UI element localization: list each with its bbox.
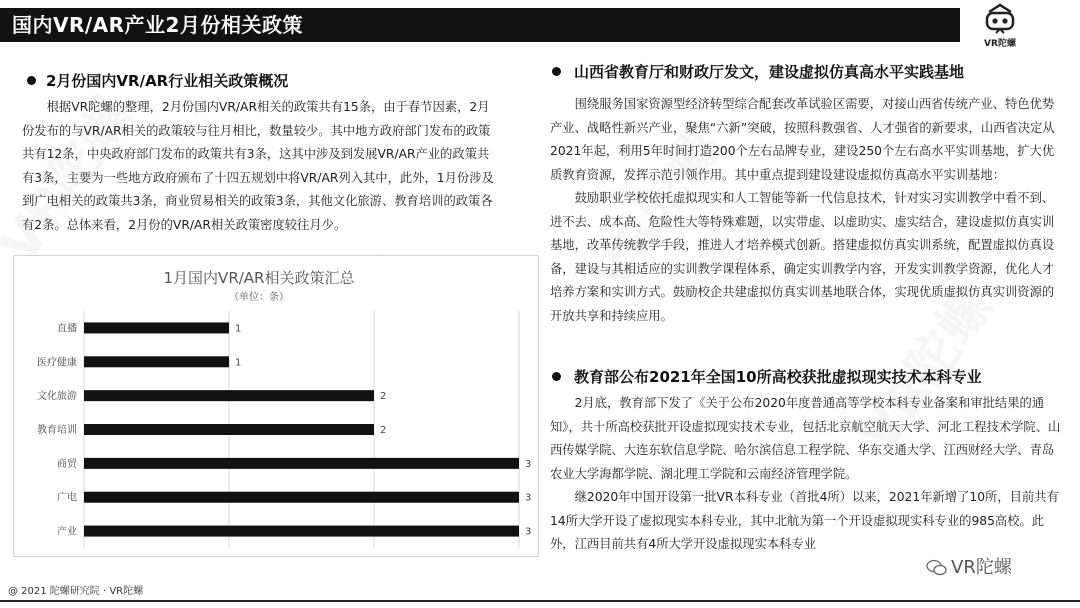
chart-value-label: 2 (380, 391, 387, 403)
chart-title: 1月国内VR/AR相关政策汇总 (163, 269, 355, 287)
right-section1-heading: 山西省教育厅和财政厅发文，建设虚拟仿真高水平实践基地 (574, 63, 965, 81)
footer-rule (0, 600, 1080, 602)
chart-category-label: 教育培训 (37, 425, 77, 436)
robot-logo-icon (972, 2, 1028, 36)
section1-paragraph-2: 鼓励职业学校依托虚拟现实和人工智能等新一代信息技术，针对实习实训教学中看不到、进不去、成本高、危险性大等特殊难题，以实带虚、以虚助实、虚实结合，建设虚拟仿真实训基地，改革传统教学手段，推进人才培养模式创新。搭建虚拟仿真实训系统，配置虚拟仿真设备，建设与其相适应的实训教学课程体系，确定实训教学内容，开发实训教学资源，优化人才培养方案和实训方式。鼓励校企共建虚拟仿真实训基地联合体，实现优质虚拟仿真实训资源的开放共享和持续应用。 (550, 191, 1055, 323)
chart-value-label: 1 (235, 323, 242, 335)
copyright-text: @ 2021 陀螺研究院 · VR陀螺 (8, 586, 144, 597)
left-section-heading: 2月份国内VR/AR行业相关政策概况 (46, 72, 289, 90)
chart-category-label: 文化旅游 (37, 391, 77, 403)
section2-paragraph-2: 继2020年中国开设第一批VR本科专业（首批4所）以来，2021年新增了10所，目前共有14所大学开设了虚拟现实本科专业，其中北航为第一个开设虚拟现实科专业的985高校。此外，江西目前共有4所大学开设虚拟现实本科专业 (550, 490, 1059, 551)
watermark-text: VR陀螺 (951, 557, 1012, 578)
chart-value-label: 1 (235, 357, 242, 369)
section2-paragraph-1: 2月底，教育部下发了《关于公布2020年度普通高等学校本科专业备案和审批结果的通知》，共十所高校获批开设虚拟现实技术专业，包括北京航空航天大学、河北工程技术学院、山西传媒学院、大连东软信息学院、哈尔滨信息工程学院、华东交通大学、江西财经大学、青岛农业大学海都学院、湖北理工学院和云南经济管理学院。 (550, 396, 1061, 481)
chart-value-label: 3 (525, 458, 532, 470)
right-section2-heading: 教育部公布2021年全国10所高校获批虚拟现实技术本科专业 (574, 368, 982, 386)
chart-bar (84, 526, 519, 537)
section1-paragraph-1: 围绕服务国家资源型经济转型综合配套改革试验区需要，对接山西省传统产业、特色优势产业、战略性新兴产业，聚焦“六新”突破，按照科教强省、人才强省的新要求，山西省决定从2021年起，利用5年时间打造200个左右品牌专业，建设250个左右高水平实训基地，扩大优质教育资源，发挥示范引领作用。其中重点提到建设建设虚拟仿真高水平实训基地： (550, 97, 1055, 182)
chart-value-label: 3 (525, 526, 532, 538)
chart-bar (84, 356, 229, 367)
chart-category-label: 广电 (57, 492, 77, 504)
bullet-icon (27, 76, 36, 85)
logo (972, 2, 1028, 50)
chart-category-label: 直播 (57, 323, 77, 335)
chart-bar (84, 390, 374, 401)
chart-value-label: 3 (525, 492, 532, 504)
left-paragraph: 根据VR陀螺的整理，2月份国内VR/AR相关的政策共有15条，由于春节因素，2月份发布的与VR/AR相关的政策较与往月相比，数量较少。其中地方政府部门发布的政策共有12条，中央政府部门发布的政策共有3条，这其中涉及到发展VR/AR产业的政策共有3条，主要为一些地方政府颁布了十四五规划中将VR/AR列入其中，此外，1月份涉及到广电相关的政策共3条，商业贸易相关的政策3条，其他文化旅游、教育培训的政策各有2条。总体来看，2月份的VR/AR相关政策密度较往月少。 (22, 100, 494, 232)
bar-chart-svg (14, 256, 538, 556)
chart-subtitle: （单位：条） (229, 292, 289, 303)
right-section2-text (550, 392, 1064, 570)
chart-bar (84, 424, 374, 435)
slide-header (0, 0, 1080, 50)
logo-text: VR陀螺 (984, 39, 1016, 49)
bullet-icon (552, 372, 561, 381)
chart-category-label: 产业 (57, 526, 77, 538)
bullet-icon (552, 67, 561, 76)
right-section1-text (550, 93, 1064, 328)
left-body-text (22, 96, 500, 237)
chart-category-label: 医疗健康 (37, 357, 77, 369)
page-title: 国内VR/AR产业2月份相关政策 (12, 13, 303, 37)
wechat-icon (926, 559, 948, 577)
chart-bar (84, 322, 229, 333)
wechat-watermark (926, 553, 1012, 579)
chart-bar (84, 492, 519, 503)
chart-value-label: 2 (380, 425, 387, 436)
policy-chart (13, 255, 539, 557)
slide-footer (0, 578, 1080, 608)
chart-category-label: 商贸 (57, 458, 77, 470)
chart-bar (84, 458, 519, 469)
